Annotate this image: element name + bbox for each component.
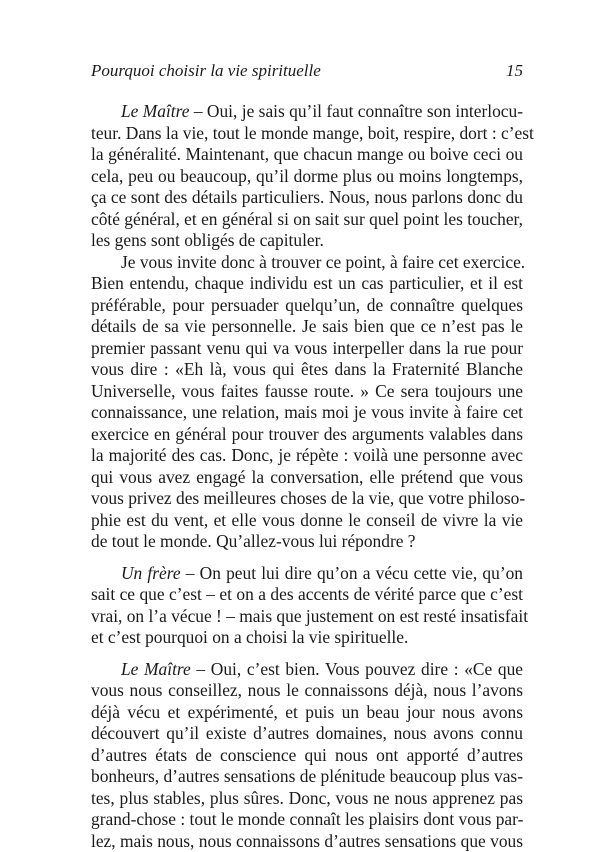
- body-text: [91, 101, 523, 852]
- speaker-label: Le Maître: [121, 101, 189, 121]
- text-line: et c’est pourquoi on a choisi la vie spirituelle.: [91, 627, 523, 649]
- paragraph-3: [91, 563, 523, 649]
- text-line: vous dire : «Eh là, vous qui êtes dans la Fraternité Blanche: [91, 359, 523, 381]
- text-line: Le Maître – Oui, c’est bien. Vous pouvez dire : «Ce que: [91, 659, 523, 681]
- running-header: [91, 60, 523, 82]
- text-line: Un frère – On peut lui dire qu’on a vécu cette vie, qu’on: [91, 563, 523, 585]
- text-line: découvert qu’il existe d’autres domaines, nous avons connu: [91, 723, 523, 745]
- paragraph-4: [91, 659, 523, 852]
- text-line: phie est du vent, et elle vous donne le conseil de vivre la vie: [91, 510, 523, 532]
- text-line: vrai, on l’a vécue ! – mais que justement on est resté insatisfait: [91, 606, 523, 628]
- text-line: cela, peu ou beaucoup, qu’il dorme plus ou moins longtemps,: [91, 166, 523, 188]
- text-line: lez, mais nous, nous connaissons d’autres sensations que vous: [91, 831, 523, 852]
- text-line: déjà vécu et expérimenté, et puis un beau jour nous avons: [91, 702, 523, 724]
- speaker-label: Le Maître: [121, 659, 191, 679]
- text-line: détails de sa vie personnelle. Je sais bien que ce n’est pas le: [91, 316, 523, 338]
- text-line: tes, plus stables, plus sûres. Donc, vous ne nous apprenez pas: [91, 788, 523, 810]
- running-title: Pourquoi choisir la vie spirituelle: [91, 60, 321, 82]
- paragraph-2: [91, 252, 523, 553]
- text-line: préférable, pour persuader quelqu’un, de connaître quelques: [91, 295, 523, 317]
- text-line: côté général, et en général si on sait sur quel point les toucher,: [91, 209, 523, 231]
- speaker-label: Un frère: [121, 563, 181, 583]
- text-line: grand-chose : tout le monde connaît les plaisirs dont vous par-: [91, 809, 523, 831]
- text-line: la majorité des cas. Donc, je répète : voilà une personne avec: [91, 445, 523, 467]
- text-line: Universelle, vous faites fausse route. » Ce sera toujours une: [91, 381, 523, 403]
- text-line: la généralité. Maintenant, que chacun mange ou boive ceci ou: [91, 144, 523, 166]
- text-line: sait ce que c’est – et on a des accents de vérité parce que c’est: [91, 584, 523, 606]
- text-line: vous privez des meilleures choses de la vie, que votre philoso-: [91, 488, 523, 510]
- text-line: qui vous avez engagé la conversation, elle prétend que vous: [91, 467, 523, 489]
- book-page: [91, 60, 523, 852]
- text-line: ça ce sont des détails particuliers. Nous, nous parlons donc du: [91, 187, 523, 209]
- text-line: vous nous conseillez, nous le connaissons déjà, nous l’avons: [91, 680, 523, 702]
- text-line: exercice en général pour trouver des arguments valables dans: [91, 424, 523, 446]
- text-line: teur. Dans la vie, tout le monde mange, boit, respire, dort : c’est: [91, 123, 523, 145]
- text-line: Le Maître – Oui, je sais qu’il faut connaître son interlocu-: [91, 101, 523, 123]
- text-line: Je vous invite donc à trouver ce point, à faire cet exercice.: [91, 252, 523, 274]
- text-line: d’autres états de conscience qui nous ont apporté d’autres: [91, 745, 523, 767]
- text-line: Bien entendu, chaque individu est un cas particulier, et il est: [91, 273, 523, 295]
- text-line: les gens sont obligés de capituler.: [91, 230, 523, 252]
- paragraph-gap: [91, 553, 523, 563]
- text-line: premier passant venu qui va vous interpeller dans la rue pour: [91, 338, 523, 360]
- page-number: 15: [506, 60, 523, 82]
- text-line: de tout le monde. Qu’allez-vous lui répondre ?: [91, 531, 523, 553]
- paragraph-1: [91, 101, 523, 252]
- text-line: bonheurs, d’autres sensations de plénitude beaucoup plus vas-: [91, 766, 523, 788]
- paragraph-gap: [91, 649, 523, 659]
- text-line: connaissance, une relation, mais moi je vous invite à faire cet: [91, 402, 523, 424]
